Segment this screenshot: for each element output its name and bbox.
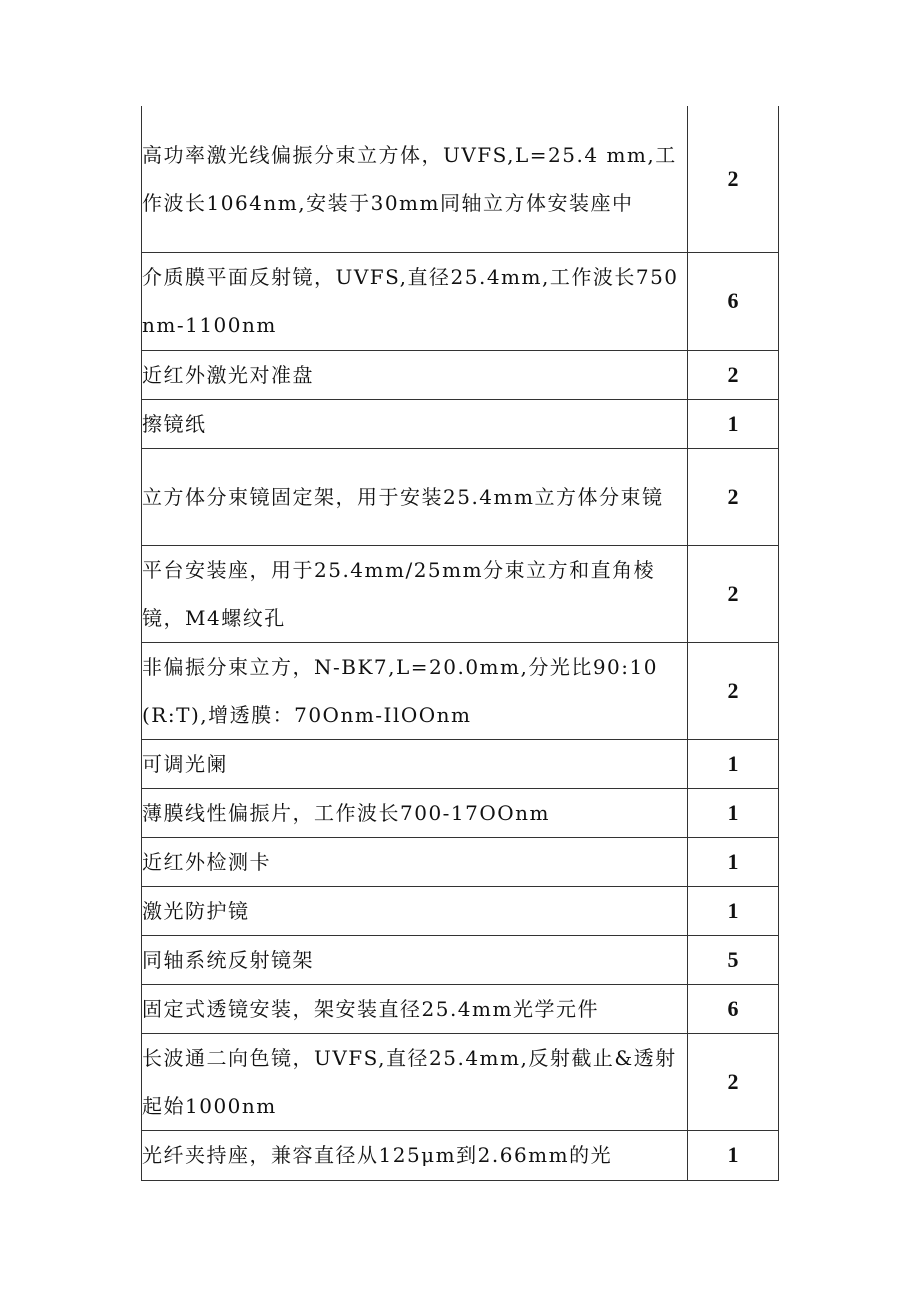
table-row [142,399,779,448]
item-description-cell [142,739,688,788]
item-description-cell [142,1130,688,1180]
item-description: 平台安装座，用于25.4mm/25mm分束立方和直角棱镜，M4螺纹孔 [142,557,656,630]
item-description: 固定式透镜安装，架安装直径25.4mm光学元件 [142,996,599,1021]
item-description-cell [142,886,688,935]
table-row [142,886,779,935]
item-quantity: 1 [688,739,779,788]
item-description: 高功率激光线偏振分束立方体，UVFS,L=25.4 mm,工作波长1064nm,安装于30mm同轴立方体安装座中 [142,142,677,215]
item-description: 同轴系统反射镜架 [142,947,314,972]
table-row [142,545,779,642]
item-description: 擦镜纸 [142,411,207,436]
table-row [142,642,779,739]
item-description-cell [142,350,688,399]
item-description: 激光防护镜 [142,898,250,923]
table-row [142,350,779,399]
item-quantity: 6 [688,252,779,350]
item-description: 立方体分束镜固定架，用于安装25.4mm立方体分束镜 [142,484,664,509]
equipment-table [141,106,779,1181]
item-quantity: 2 [688,350,779,399]
table-row [142,1033,779,1130]
item-description-cell [142,399,688,448]
table-row [142,788,779,837]
item-quantity: 5 [688,935,779,984]
item-description-cell [142,545,688,642]
item-description-cell [142,1033,688,1130]
item-quantity: 2 [688,448,779,545]
table-row [142,448,779,545]
item-description-cell [142,984,688,1033]
item-description: 介质膜平面反射镜，UVFS,直径25.4mm,工作波长750nm-1100nm [142,265,679,337]
item-description: 薄膜线性偏振片，工作波长700-17OOnm [142,800,551,825]
item-quantity: 6 [688,984,779,1033]
item-quantity: 1 [688,399,779,448]
item-description: 非偏振分束立方，N-BK7,L=20.0mm,分光比90:10(R:T),增透膜：70Onm-IlOOnm [142,654,658,727]
equipment-table-body [142,106,779,1180]
item-description: 近红外检测卡 [142,849,271,874]
item-description-cell [142,642,688,739]
item-quantity: 1 [688,886,779,935]
table-row [142,252,779,350]
item-description-cell [142,448,688,545]
item-quantity: 1 [688,1130,779,1180]
table-row [142,984,779,1033]
table-row [142,837,779,886]
table-row [142,935,779,984]
item-quantity: 2 [688,106,779,252]
item-quantity: 2 [688,545,779,642]
table-row [142,106,779,252]
item-description: 长波通二向色镜，UVFS,直径25.4mm,反射截止&透射起始1000nm [142,1045,677,1118]
item-description-cell [142,106,688,252]
table-row [142,1130,779,1180]
item-quantity: 1 [688,837,779,886]
item-description-cell [142,252,688,350]
table-row [142,739,779,788]
item-quantity: 2 [688,642,779,739]
item-description-cell [142,788,688,837]
item-description-cell [142,837,688,886]
item-description: 可调光阑 [142,751,228,776]
item-quantity: 1 [688,788,779,837]
item-description: 光纤夹持座，兼容直径从125μm到2.66mm的光 [142,1143,613,1167]
item-description: 近红外激光对准盘 [142,362,314,387]
item-quantity: 2 [688,1033,779,1130]
item-description-cell [142,935,688,984]
